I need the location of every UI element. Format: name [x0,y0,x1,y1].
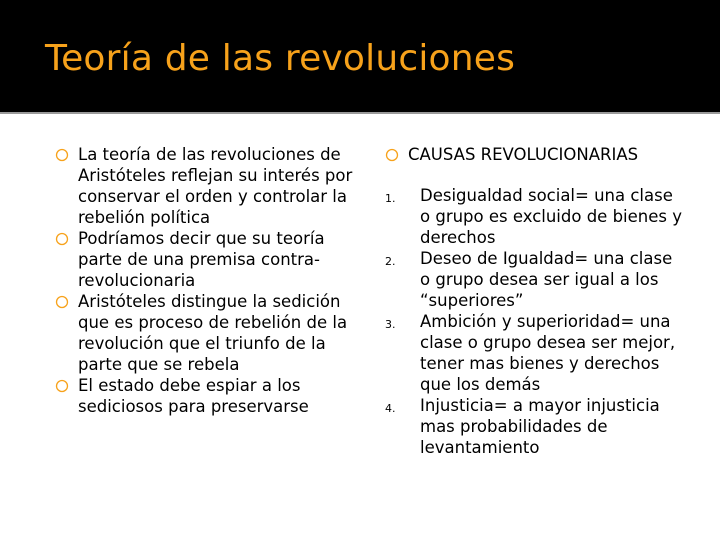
section-heading [385,144,685,165]
open-circle-icon [55,148,69,162]
slide-header [0,0,720,112]
item-text: Desigualdad social= una clase o grupo es excluido de bienes y derechos [420,186,683,247]
item-number: 3. [385,318,396,331]
bullet-text: Podríamos decir que su teoría parte de una premisa contra-revolucionaria [78,229,325,290]
item-text: Injusticia= a mayor injusticia mas probabilidades de levantamiento [420,396,660,457]
slide-title: Teoría de las revoluciones [45,38,516,79]
numbered-item [385,248,685,311]
bullet-text: El estado debe espiar a los sediciosos para preservarse [78,376,309,416]
numbered-item [385,311,685,395]
item-text: Deseo de Igualdad= una clase o grupo desea ser igual a los “superiores” [420,249,673,310]
numbered-item [385,395,685,458]
list-item [55,375,355,417]
list-item [55,228,355,291]
open-circle-icon [55,379,69,393]
numbered-item [385,185,685,248]
right-column [385,144,685,458]
left-column [55,144,355,417]
item-number: 4. [385,402,396,415]
item-text: Ambición y superioridad= una clase o grupo desea ser mejor, tener mas bienes y derechos que los demás [420,312,676,394]
header-divider [0,112,720,114]
open-circle-icon [385,148,399,162]
list-item [55,291,355,375]
item-number: 2. [385,255,396,268]
heading-text: CAUSAS REVOLUCIONARIAS [408,145,639,164]
open-circle-icon [55,232,69,246]
list-item [55,144,355,228]
bullet-text: La teoría de las revoluciones de Aristóteles reflejan su interés por conservar el orden y controlar la rebelión política [78,145,353,227]
open-circle-icon [55,295,69,309]
bullet-text: Aristóteles distingue la sedición que es proceso de rebelión de la revolución que el triunfo de la parte que se rebela [78,292,348,374]
item-number: 1. [385,192,396,205]
